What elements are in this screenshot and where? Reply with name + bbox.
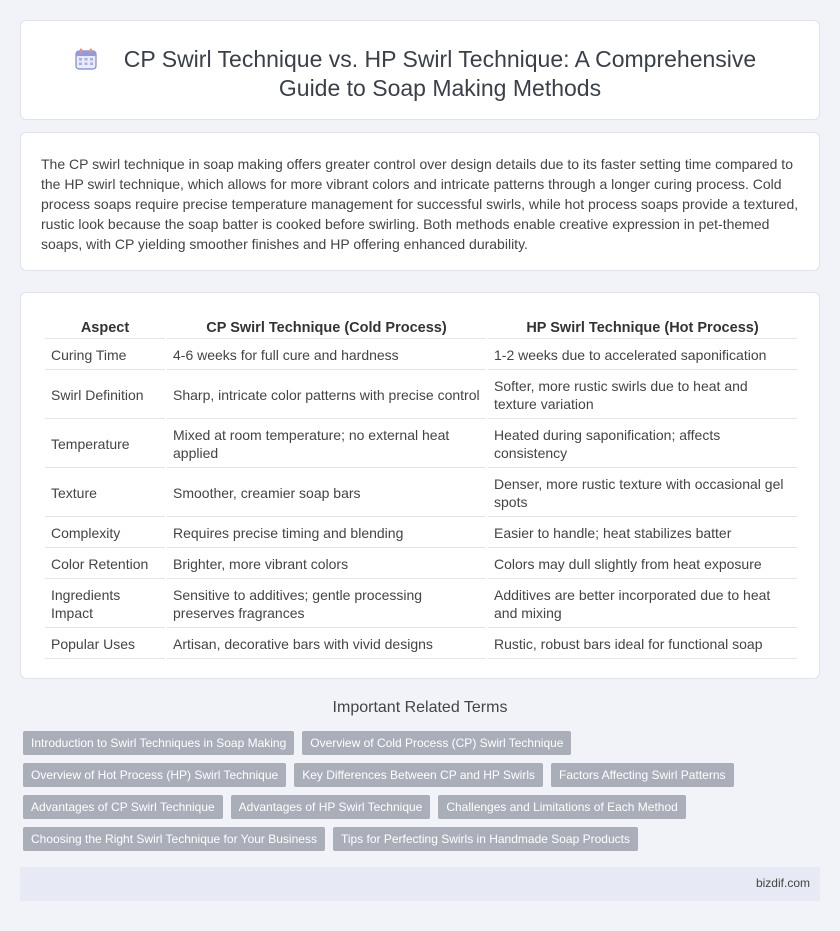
table-row [45, 421, 797, 468]
intro-card [20, 132, 820, 271]
cell-aspect: Color Retention [45, 550, 165, 579]
related-tag[interactable]: Advantages of HP Swirl Technique [231, 795, 431, 819]
cell-hp: Additives are better incorporated due to heat and mixing [488, 581, 797, 628]
column-header-aspect: Aspect [45, 317, 165, 339]
table-row [45, 630, 797, 659]
cell-aspect: Swirl Definition [45, 372, 165, 419]
cell-aspect: Curing Time [45, 341, 165, 370]
cell-cp: Sensitive to additives; gentle processing preserves fragrances [167, 581, 486, 628]
related-tag[interactable]: Challenges and Limitations of Each Method [438, 795, 685, 819]
related-tag[interactable]: Overview of Cold Process (CP) Swirl Technique [302, 731, 571, 755]
cell-hp: Softer, more rustic swirls due to heat and texture variation [488, 372, 797, 419]
cell-cp: Mixed at room temperature; no external heat applied [167, 421, 486, 468]
cell-hp: Colors may dull slightly from heat exposure [488, 550, 797, 579]
related-tag[interactable]: Choosing the Right Swirl Technique for Your Business [23, 827, 325, 851]
cell-hp: Rustic, robust bars ideal for functional soap [488, 630, 797, 659]
cell-cp: Requires precise timing and blending [167, 519, 486, 548]
related-tag[interactable]: Key Differences Between CP and HP Swirls [294, 763, 543, 787]
cell-aspect: Texture [45, 470, 165, 517]
column-header-hp: HP Swirl Technique (Hot Process) [488, 317, 797, 339]
cell-hp: Easier to handle; heat stabilizes batter [488, 519, 797, 548]
related-terms-heading: Important Related Terms [332, 699, 508, 716]
related-terms-tags [23, 731, 813, 859]
table-row [45, 581, 797, 628]
table-row [45, 470, 797, 517]
cell-hp: Denser, more rustic texture with occasional gel spots [488, 470, 797, 517]
cell-aspect: Ingredients Impact [45, 581, 165, 628]
cell-cp: Artisan, decorative bars with vivid designs [167, 630, 486, 659]
related-tag[interactable]: Advantages of CP Swirl Technique [23, 795, 223, 819]
footer [20, 867, 820, 901]
comparison-table [43, 315, 799, 661]
cell-hp: 1-2 weeks due to accelerated saponification [488, 341, 797, 370]
intro-paragraph: The CP swirl technique in soap making offers greater control over design details due to its faster setting time compared to the HP swirl technique, which allows for more vibrant colors and intricate patterns through a longer curing process. Cold process soaps require precise temperature management for successful swirls, while hot process soaps provide a textured, rustic look because the soap batter is cooked before swirling. Both methods enable creative expression in pet-themed soaps, with CP yielding smoother finishes and HP offering enhanced durability. [41, 156, 799, 252]
cell-cp: Sharp, intricate color patterns with precise control [167, 372, 486, 419]
table-row [45, 519, 797, 548]
related-tag[interactable]: Introduction to Swirl Techniques in Soap Making [23, 731, 294, 755]
table-row [45, 341, 797, 370]
table-header-row [45, 317, 797, 339]
tag-row [23, 827, 813, 851]
comparison-table-card [20, 292, 820, 679]
page-title: CP Swirl Technique vs. HP Swirl Technique: A Comprehensive Guide to Soap Making Methods [123, 46, 757, 101]
title-card [20, 20, 820, 120]
related-tag[interactable]: Overview of Hot Process (HP) Swirl Technique [23, 763, 286, 787]
table-row [45, 550, 797, 579]
cell-cp: Brighter, more vibrant colors [167, 550, 486, 579]
related-tag[interactable]: Tips for Perfecting Swirls in Handmade Soap Products [333, 827, 638, 851]
cell-hp: Heated during saponification; affects consistency [488, 421, 797, 468]
cell-cp: Smoother, creamier soap bars [167, 470, 486, 517]
cell-aspect: Temperature [45, 421, 165, 468]
cell-aspect: Popular Uses [45, 630, 165, 659]
tag-row [23, 731, 813, 755]
cell-cp: 4-6 weeks for full cure and hardness [167, 341, 486, 370]
column-header-cp: CP Swirl Technique (Cold Process) [167, 317, 486, 339]
tag-row [23, 795, 813, 819]
related-tag[interactable]: Factors Affecting Swirl Patterns [551, 763, 734, 787]
table-row [45, 372, 797, 419]
footer-site-link[interactable]: bizdif.com [755, 876, 810, 890]
tag-row [23, 763, 813, 787]
cell-aspect: Complexity [45, 519, 165, 548]
